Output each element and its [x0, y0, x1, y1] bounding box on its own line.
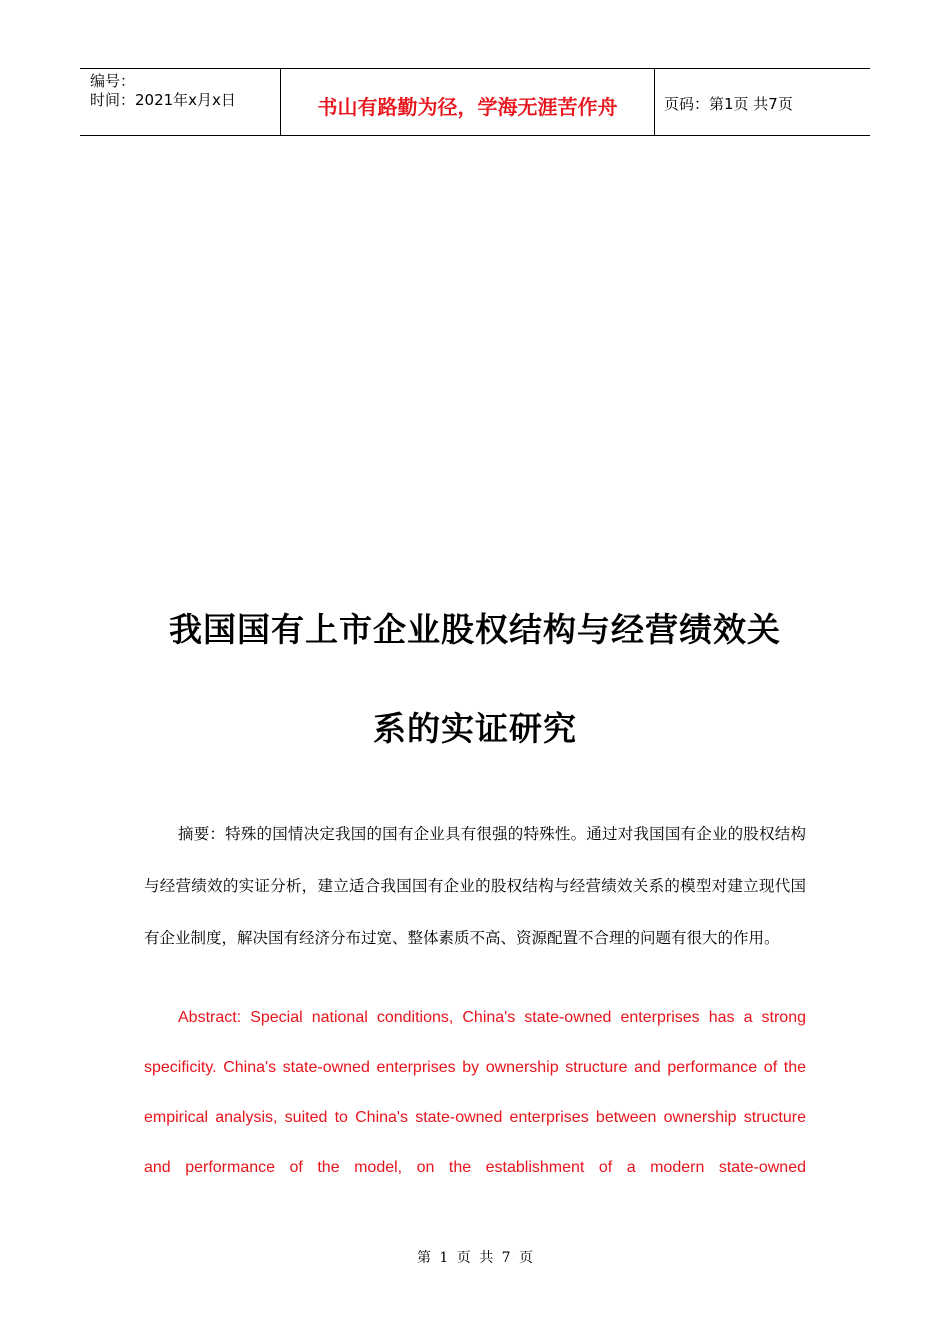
document-title-line2: 系的实证研究	[373, 709, 577, 748]
header-motto-cell	[281, 69, 655, 135]
abstract-chinese: 摘要：特殊的国情决定我国的国有企业具有很强的特殊性。通过对我国国有企业的股权结构与经营绩效的实证分析，建立适合我国国有企业的股权结构与经营绩效关系的模型对建立现代国有企业制度，解决国有经济分布过宽、整体素质不高、资源配置不合理的问题有很大的作用。	[144, 825, 806, 947]
abstract-english: Abstract: Special national conditions, China's state-owned enterprises has a strong specificity. China's state-owned enterprises by ownership structure and performance of the empirical analysis, suited to China's state-owned enterprises between ownership structure and performance of the model, on the establishment of a modern state-owned	[144, 1009, 806, 1176]
page-footer: 第 1 页 共 7 页	[416, 1250, 534, 1266]
motto-text: 书山有路勤为径，学海无涯苦作舟	[317, 94, 618, 119]
header-page-cell	[655, 69, 870, 135]
page-info: 页码：第1页 共7页	[664, 94, 793, 113]
document-header	[80, 68, 870, 136]
number-label: 编号：	[90, 72, 136, 90]
document-title-line1: 我国国有上市企业股权结构与经营绩效关	[169, 610, 781, 649]
time-label: 时间：2021年x月x日	[90, 91, 236, 109]
header-meta-cell	[80, 69, 281, 135]
